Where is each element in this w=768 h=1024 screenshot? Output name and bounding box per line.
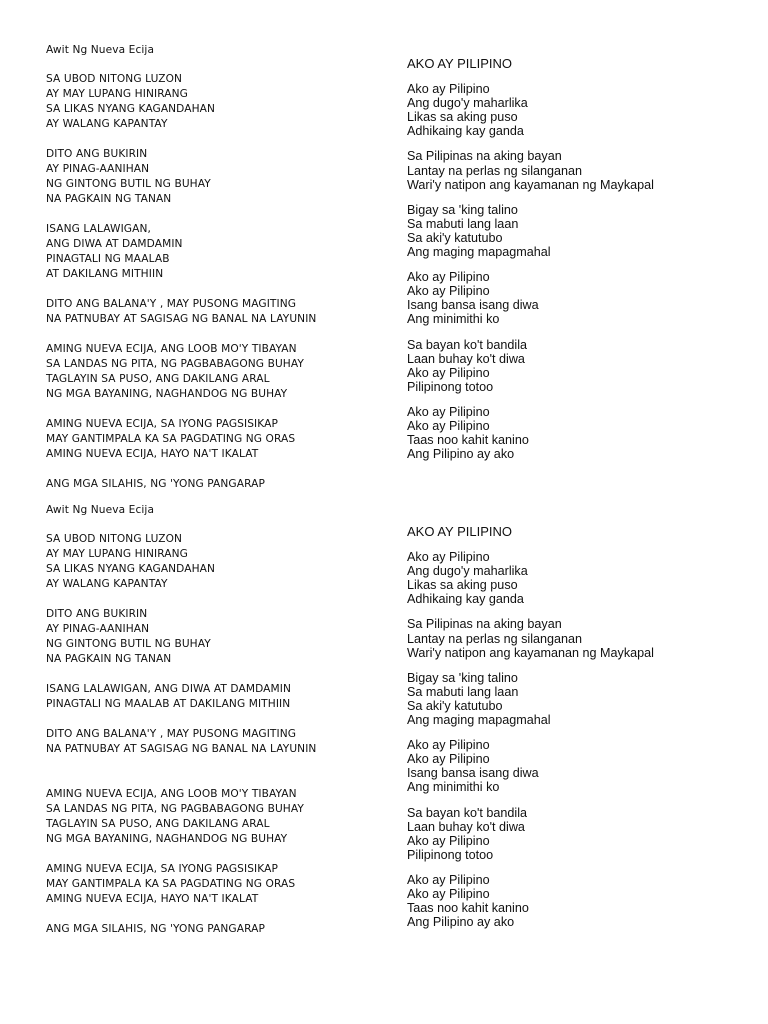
document-copy-1: [0, 0, 768, 500]
stanza: [407, 671, 757, 727]
lyric-line: PINAGTALI NG MAALAB: [46, 253, 170, 265]
lyric-line: Adhikaing kay ganda: [407, 124, 524, 139]
stanza: [407, 203, 757, 259]
stanza: [46, 222, 376, 282]
lyric-line: Likas sa aking puso: [407, 578, 518, 593]
stanza: [46, 72, 376, 132]
stanza: [407, 82, 757, 138]
lyric-line: AY MAY LUPANG HINIRANG: [46, 88, 188, 100]
lyric-line: NA PAGKAIN NG TANAN: [46, 653, 172, 665]
stanza: [46, 922, 376, 937]
lyric-line: DITO ANG BALANA'Y , MAY PUSONG MAGITING: [46, 728, 297, 740]
lyric-line: ANG MGA SILAHIS, NG 'YONG PANGARAP: [46, 923, 265, 935]
awit-nueva-ecija-lyrics: [46, 503, 376, 952]
lyric-line: Ang minimithi ko: [407, 780, 500, 795]
lyric-line: Ako ay Pilipino: [407, 752, 490, 767]
lyric-line: Ako ay Pilipino: [407, 270, 490, 285]
lyric-line: AMING NUEVA ECIJA, HAYO NA'T IKALAT: [46, 448, 259, 460]
lyric-line: MAY GANTIMPALA KA SA PAGDATING NG ORAS: [46, 433, 296, 445]
lyric-line: Wari'y natipon ang kayamanan ng Maykapal: [407, 645, 654, 660]
lyric-line: AT DAKILANG MITHIIN: [46, 268, 164, 280]
lyric-line: AY MAY LUPANG HINIRANG: [46, 548, 188, 560]
lyric-line: Ako ay Pilipino: [407, 82, 490, 97]
stanza: [407, 338, 757, 394]
lyric-line: SA LIKAS NYANG KAGANDAHAN: [46, 103, 216, 115]
stanza: [407, 270, 757, 326]
stanza: [407, 405, 757, 461]
lyric-line: Adhikaing kay ganda: [407, 592, 524, 607]
lyric-line: Ako ay Pilipino: [407, 404, 490, 419]
stanza: [46, 727, 376, 757]
lyric-line: Sa Pilipinas na aking bayan: [407, 617, 562, 632]
lyric-line: AY PINAG-AANIHAN: [46, 623, 150, 635]
lyric-line: AMING NUEVA ECIJA, HAYO NA'T IKALAT: [46, 893, 259, 905]
lyric-line: AMING NUEVA ECIJA, ANG LOOB MO'Y TIBAYAN: [46, 343, 297, 355]
lyric-line: ISANG LALAWIGAN,: [46, 223, 151, 235]
stanza: [46, 417, 376, 462]
lyric-line: Wari'y natipon ang kayamanan ng Maykapal: [407, 177, 654, 192]
lyric-line: NG MGA BAYANING, NAGHANDOG NG BUHAY: [46, 388, 288, 400]
lyric-line: Ang maging mapagmahal: [407, 245, 551, 260]
lyric-line: AMING NUEVA ECIJA, SA IYONG PAGSISIKAP: [46, 863, 278, 875]
lyric-line: MAY GANTIMPALA KA SA PAGDATING NG ORAS: [46, 878, 296, 890]
song-title: AKO AY PILIPINO: [407, 56, 513, 71]
lyric-line: Pilipinong totoo: [407, 847, 494, 862]
lyric-line: Sa mabuti lang laan: [407, 684, 519, 699]
lyric-line: Sa bayan ko't bandila: [407, 337, 528, 352]
lyric-line: SA LIKAS NYANG KAGANDAHAN: [46, 563, 216, 575]
lyric-line: Bigay sa 'king talino: [407, 202, 518, 217]
lyric-line: Sa aki'y katutubo: [407, 698, 503, 713]
lyric-line: NA PAGKAIN NG TANAN: [46, 193, 172, 205]
lyric-line: Ang dugo'y maharlika: [407, 564, 528, 579]
stanza: [46, 147, 376, 207]
lyric-line: AY PINAG-AANIHAN: [46, 163, 150, 175]
ako-ay-pilipino-lyrics: [407, 525, 757, 940]
stanza: [46, 342, 376, 402]
lyric-line: Lantay na perlas ng silanganan: [407, 631, 583, 646]
lyric-line: Ako ay Pilipino: [407, 550, 490, 565]
lyric-line: Ako ay Pilipino: [407, 872, 490, 887]
lyric-line: SA LANDAS NG PITA, NG PAGBABAGONG BUHAY: [46, 358, 304, 370]
stanza: [407, 738, 757, 794]
lyric-line: Bigay sa 'king talino: [407, 670, 518, 685]
stanza: [46, 682, 376, 712]
lyric-line: SA UBOD NITONG LUZON: [46, 533, 183, 545]
lyric-line: Taas noo kahit kanino: [407, 901, 529, 916]
stanza: [46, 787, 376, 847]
lyric-line: SA LANDAS NG PITA, NG PAGBABAGONG BUHAY: [46, 803, 304, 815]
lyric-line: ISANG LALAWIGAN, ANG DIWA AT DAMDAMIN: [46, 683, 291, 695]
song-title: AKO AY PILIPINO: [407, 524, 513, 539]
stanza: [407, 149, 757, 191]
lyric-line: Ang dugo'y maharlika: [407, 96, 528, 111]
lyric-line: Ako ay Pilipino: [407, 365, 490, 380]
lyric-line: ANG MGA SILAHIS, NG 'YONG PANGARAP: [46, 478, 265, 490]
lyric-line: Ako ay Pilipino: [407, 738, 490, 753]
lyric-line: AMING NUEVA ECIJA, ANG LOOB MO'Y TIBAYAN: [46, 788, 297, 800]
lyric-line: DITO ANG BUKIRIN: [46, 608, 148, 620]
lyric-line: Sa bayan ko't bandila: [407, 805, 528, 820]
stanza: [407, 617, 757, 659]
lyric-line: NG GINTONG BUTIL NG BUHAY: [46, 638, 211, 650]
lyric-line: Ang minimithi ko: [407, 312, 500, 327]
stanza: [46, 607, 376, 667]
lyric-line: Ako ay Pilipino: [407, 418, 490, 433]
stanza: [46, 477, 376, 492]
song-title: Awit Ng Nueva Ecija: [46, 44, 155, 56]
lyric-line: NA PATNUBAY AT SAGISAG NG BANAL NA LAYUNIN: [46, 743, 317, 755]
stanza: [46, 297, 376, 327]
stanza: [46, 862, 376, 907]
lyric-line: NA PATNUBAY AT SAGISAG NG BANAL NA LAYUNIN: [46, 313, 317, 325]
ako-ay-pilipino-lyrics: [407, 57, 757, 472]
lyric-line: TAGLAYIN SA PUSO, ANG DAKILANG ARAL: [46, 818, 270, 830]
lyric-line: NG GINTONG BUTIL NG BUHAY: [46, 178, 211, 190]
lyric-line: Ako ay Pilipino: [407, 284, 490, 299]
lyric-line: Isang bansa isang diwa: [407, 298, 539, 313]
lyric-line: DITO ANG BALANA'Y , MAY PUSONG MAGITING: [46, 298, 297, 310]
lyric-line: AY WALANG KAPANTAY: [46, 118, 168, 130]
stanza: [46, 532, 376, 592]
lyric-line: NG MGA BAYANING, NAGHANDOG NG BUHAY: [46, 833, 288, 845]
lyric-line: Laan buhay ko't diwa: [407, 351, 525, 366]
lyric-line: TAGLAYIN SA PUSO, ANG DAKILANG ARAL: [46, 373, 270, 385]
lyric-line: Lantay na perlas ng silanganan: [407, 163, 583, 178]
lyric-line: Pilipinong totoo: [407, 379, 494, 394]
lyric-line: Ako ay Pilipino: [407, 833, 490, 848]
lyric-line: ANG DIWA AT DAMDAMIN: [46, 238, 183, 250]
lyric-line: SA UBOD NITONG LUZON: [46, 73, 183, 85]
document-copy-2: [0, 500, 768, 1024]
awit-nueva-ecija-lyrics: [46, 43, 376, 507]
lyric-line: Ako ay Pilipino: [407, 886, 490, 901]
lyric-line: AMING NUEVA ECIJA, SA IYONG PAGSISIKAP: [46, 418, 278, 430]
lyric-line: AY WALANG KAPANTAY: [46, 578, 168, 590]
lyric-line: PINAGTALI NG MAALAB AT DAKILANG MITHIIN: [46, 698, 291, 710]
lyric-line: DITO ANG BUKIRIN: [46, 148, 148, 160]
lyric-line: Ang Pilipino ay ako: [407, 915, 515, 930]
song-title: Awit Ng Nueva Ecija: [46, 504, 155, 516]
lyric-line: Taas noo kahit kanino: [407, 433, 529, 448]
stanza: [407, 873, 757, 929]
lyric-line: Likas sa aking puso: [407, 110, 518, 125]
lyric-line: Ang Pilipino ay ako: [407, 447, 515, 462]
lyric-line: Sa aki'y katutubo: [407, 230, 503, 245]
lyric-line: Sa mabuti lang laan: [407, 216, 519, 231]
lyric-line: Ang maging mapagmahal: [407, 713, 551, 728]
lyric-line: Laan buhay ko't diwa: [407, 819, 525, 834]
lyric-line: Isang bansa isang diwa: [407, 766, 539, 781]
lyric-line: Sa Pilipinas na aking bayan: [407, 149, 562, 164]
stanza: [407, 550, 757, 606]
stanza: [407, 806, 757, 862]
